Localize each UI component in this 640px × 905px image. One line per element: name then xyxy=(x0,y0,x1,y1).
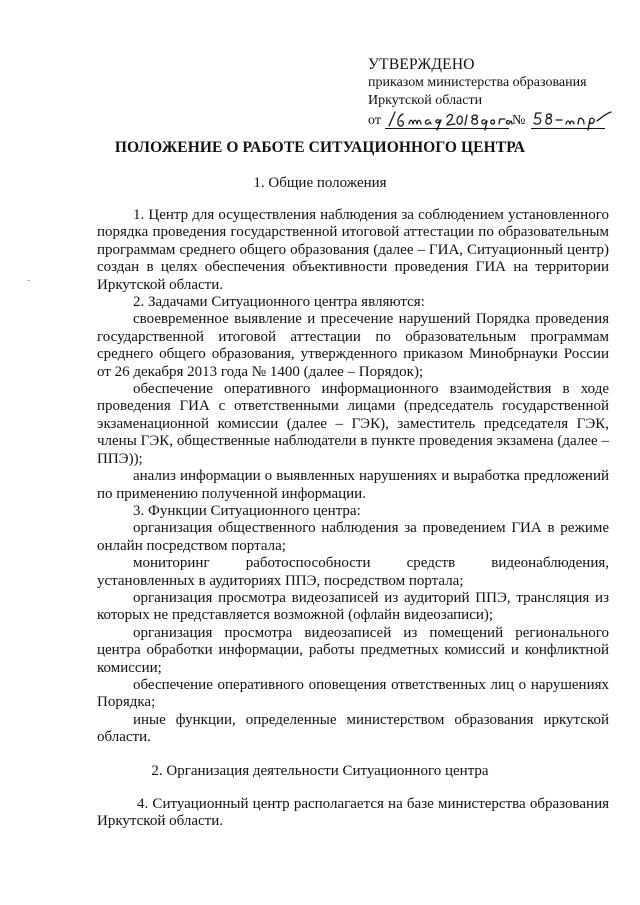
approval-line-1: приказом министерства образования xyxy=(368,75,587,90)
document-title: ПОЛОЖЕНИЕ О РАБОТЕ СИТУАЦИОННОГО ЦЕНТРА xyxy=(114,139,526,156)
handwritten-date-number-signature xyxy=(385,108,615,132)
section-2-body xyxy=(97,796,609,831)
paragraph: организация просмотра видеозаписей из помещений регионального центра обработки информации, работы предметных комиссий и конфликтной комиссии; xyxy=(97,624,609,676)
paragraph: обеспечение оперативного оповещения ответственных лиц о нарушениях Порядка; xyxy=(97,676,609,711)
paragraph: анализ информации о выявленных нарушениях и выработка предложений по применению полученной информации. xyxy=(97,468,609,502)
margin-mark: - xyxy=(27,275,31,286)
approval-line-2: Иркутской области xyxy=(368,93,483,108)
approval-block xyxy=(368,56,618,132)
paragraph: 2. Задачами Ситуационного центра являются: xyxy=(133,294,425,311)
approval-date-number-line xyxy=(368,110,618,132)
paragraph: мониторинг работоспособности средств видеонаблюдения, установленных в аудиториях ППЭ, посредством портала; xyxy=(97,555,609,589)
paragraph: организация просмотра видеозаписей из аудиторий ППЭ, трансляция из которых не представляется возможной (офлайн видеозаписи); xyxy=(97,589,609,624)
approval-number-label: № xyxy=(512,113,526,128)
paragraph: обеспечение оперативного информационного взаимодействия в ходе проведения ГИА с ответственными лицами (председатель государственной экзаменационной комиссии (далее – ГЭК), заместитель председателя ГЭК, члены ГЭК, общественные наблюдатели в пункте проведения экзамена (далее – ППЭ)); xyxy=(97,381,609,467)
paragraph: иные функции, определенные министерством образования иркутской области. xyxy=(97,711,609,746)
approval-heading: УТВЕРЖДЕНО xyxy=(368,56,475,73)
section-2-heading: 2. Организация деятельности Ситуационного центра xyxy=(151,763,489,779)
paragraph: своевременное выявление и пресечение нарушений Порядка проведения государственной итоговой аттестации по образовательным программам среднего общего образования, утвержденного приказом Минобрнауки России от 26 декабря 2013 года № 1400 (далее – Порядок); xyxy=(97,311,609,380)
paragraph: организация общественного наблюдения за проведением ГИА в режиме онлайн посредством портала; xyxy=(97,520,609,554)
paragraph: 3. Функции Ситуационного центра: xyxy=(133,502,361,519)
paragraph: 1. Центр для осуществления наблюдения за соблюдением установленного порядка проведения государственной итоговой аттестации по образовательным программам среднего общего образования (далее – ГИА, Ситуационный центр) создан в целях обеспечения объективности проведения ГИА на территории Иркутской области. xyxy=(97,207,609,293)
paragraph: 4. Ситуационный центр располагается на базе министерства образования Иркутской области. xyxy=(97,796,609,830)
approval-from-label: от xyxy=(368,113,381,128)
section-1-body xyxy=(97,207,609,747)
section-1-heading: 1. Общие положения xyxy=(253,175,387,191)
